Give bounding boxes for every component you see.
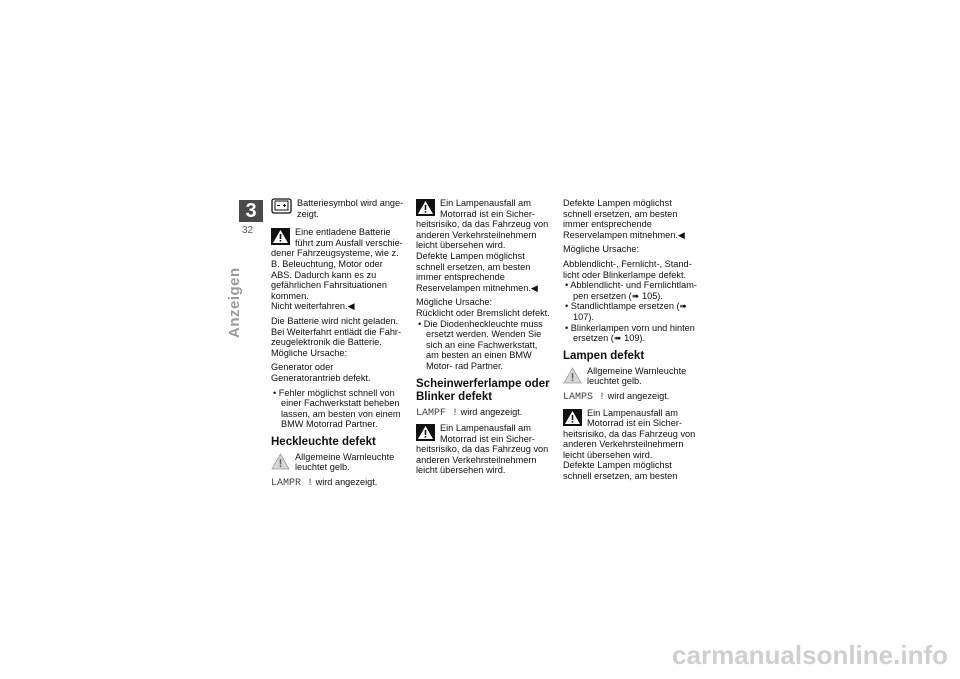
- warning-triangle-icon: [416, 424, 435, 441]
- column-2: [416, 198, 551, 480]
- general-warning-text: Allgemeine Warnleuchte leuchtet gelb.: [295, 451, 395, 473]
- display-code-lampr: LAMPR !: [271, 478, 314, 490]
- bullet-low-high-beam: • Abblendlicht- und Fernlichtlam- pen ersetzen (➠ 105).: [565, 280, 697, 301]
- no-continue-text: Nicht weiterfahren.◀: [271, 301, 355, 312]
- cause-generator-text: Generator oder Generatorantrieb defekt.: [271, 362, 371, 383]
- chapter-number: 3: [239, 200, 263, 222]
- column-3: [563, 198, 701, 486]
- cause-text: Rücklicht oder Bremslicht defekt.: [416, 307, 550, 318]
- replace-lamp-text: Defekte Lampen möglichst schnell ersetzen, am besten immer entsprechende Reservelampen mitnehmen.◀: [416, 250, 538, 293]
- heading-lamps: Lampen defekt: [563, 349, 645, 362]
- display-code-lampf: LAMPF !: [416, 407, 459, 419]
- general-warning-light-icon: [271, 453, 290, 470]
- page-number: 32: [242, 225, 254, 236]
- warning-triangle-icon: [416, 199, 435, 216]
- replace-lamp-text: Defekte Lampen möglichst schnell ersetzen, am besten immer entsprechende Reservelampen mitnehmen.◀: [563, 198, 685, 240]
- section-side-label: Anzeigen: [226, 267, 243, 338]
- cause-text: Abblendlicht-, Fernlicht-, Stand- licht oder Blinkerlampe defekt.: [563, 258, 692, 280]
- possible-cause-label: Mögliche Ursache:: [416, 297, 493, 308]
- possible-cause-label: Mögliche Ursache:: [563, 244, 640, 255]
- column-1: [271, 198, 405, 494]
- display-code-lamps: LAMPS !: [563, 391, 606, 403]
- display-suffix: wird angezeigt.: [313, 477, 378, 488]
- heading-headlamp: Scheinwerferlampe oder Blinker defekt: [416, 377, 550, 403]
- bullet-turn-signal: • Blinkerlampen vorn und hinten ersetzen (➠ 109).: [565, 322, 695, 344]
- bullet-parking-light: • Standlichtlampe ersetzen (➠ 107).: [565, 301, 688, 322]
- warning-triangle-icon: [271, 228, 290, 245]
- display-suffix: wird angezeigt.: [605, 390, 670, 401]
- warning-battery-text: Eine entladene Batterie führt zum Ausfall verschie- dener Fahrzeugsysteme, wie z. B. Beleuchtung, Motor oder ABS. Dadurch kann es zu gefährlichen Fahrsituationen kommen.: [271, 227, 403, 301]
- bullet-workshop: • Fehler möglichst schnell von einer Fachwerkstatt beheben lassen, am besten von einem BMW Motorrad Partner.: [273, 387, 401, 430]
- warning-lamp-text-2: Ein Lampenausfall am Motorrad ist ein Sicher- heitsrisiko, da das Fahrzeug von anderen Verkehrsteilnehmern leicht übersehen wird.: [416, 423, 549, 476]
- general-warning-text: Allgemeine Warnleuchte leuchtet gelb.: [587, 365, 687, 387]
- replace-lamp-partial: Defekte Lampen möglichst schnell ersetzen, am besten: [563, 460, 678, 482]
- warning-lamp-text: Ein Lampenausfall am Motorrad ist ein Sicher- heitsrisiko, da das Fahrzeug von anderen Verkehrsteilnehmern leicht übersehen wird.: [563, 407, 696, 460]
- bullet-diode: • Die Diodenheckleuchte muss ersetzt werden. Wenden Sie sich an eine Fachwerkstatt, am besten an einen BMW Motor- rad Partner.: [418, 318, 543, 371]
- display-suffix: wird angezeigt.: [458, 406, 523, 417]
- general-warning-light-icon: [563, 367, 582, 384]
- battery-symbol-text: Batteriesymbol wird ange- zeigt.: [297, 198, 404, 219]
- battery-icon: [271, 198, 292, 214]
- not-charged-text: Die Batterie wird nicht geladen. Bei Weiterfahrt entlädt die Fahr- zeugelektronik die Batterie.: [271, 315, 402, 348]
- heading-rearlight: Heckleuchte defekt: [271, 435, 376, 448]
- warning-lamp-text: Ein Lampenausfall am Motorrad ist ein Sicher- heitsrisiko, da das Fahrzeug von anderen Verkehrsteilnehmern leicht übersehen wird.: [416, 198, 549, 251]
- watermark: carmanualsonline.info: [672, 640, 948, 670]
- possible-cause-label: Mögliche Ursache:: [271, 347, 348, 358]
- warning-triangle-icon: [563, 409, 582, 426]
